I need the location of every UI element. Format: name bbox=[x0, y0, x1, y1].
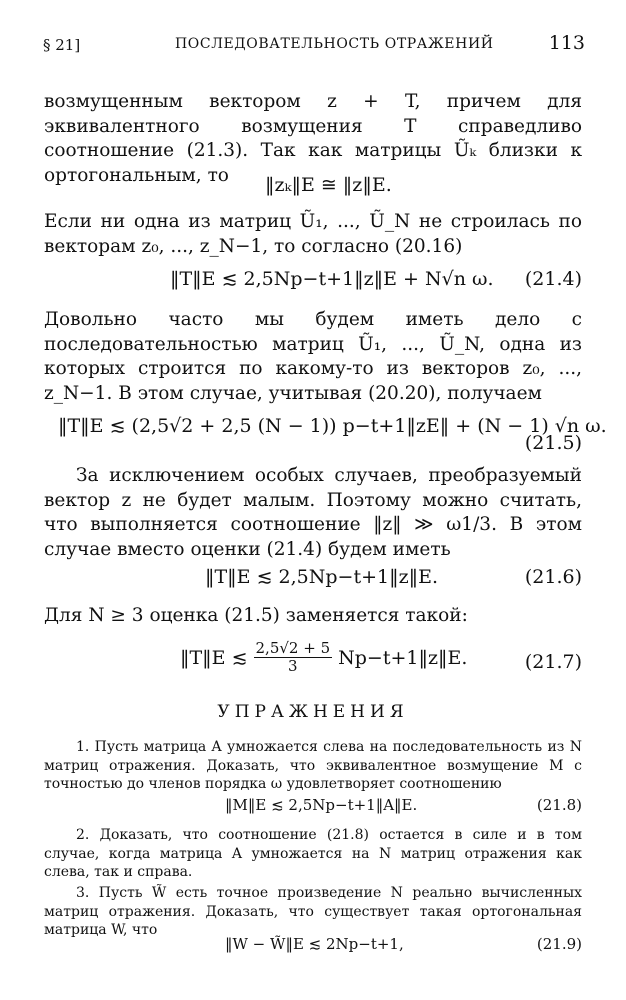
fraction-denominator: 3 bbox=[288, 657, 298, 675]
fraction-numerator: 2,5√2 + 5 bbox=[255, 639, 331, 657]
formula-21-4: ‖T‖E ≲ 2,5Np−t+1‖z‖E + N√n ω. bbox=[170, 268, 494, 290]
formula-21-9: ‖W − W̃‖E ≲ 2Np−t+1, bbox=[225, 935, 404, 953]
page-number: 113 bbox=[548, 32, 585, 54]
paragraph-4: За исключением особых случаев, преобразуемый вектор z не будет малым. Поэтому можно считать, что выполняется соотношение ‖z‖ ≫ ω1/3. В этом случае вместо оценки (21.4) будем иметь bbox=[44, 465, 582, 560]
paragraph-1: возмущенным вектором z + T, причем для эквивалентного возмущения T справедливо соотношение (21.3). Так как матрицы Ũₖ близки к ортогональным, то bbox=[44, 91, 582, 186]
formula-zk-norm: ‖zₖ‖E ≅ ‖z‖E. bbox=[265, 174, 392, 196]
exercises-heading: УПРАЖНЕНИЯ bbox=[217, 702, 409, 722]
equation-number-21-9: (21.9) bbox=[536, 935, 582, 953]
paragraph-3: Довольно часто мы будем иметь дело с последовательностью матриц Ũ₁, ..., Ũ_N, одна из которых строится по какому-то из векторов z₀, ..., z_N−1. В этом случае, учитывая (20.20), получаем bbox=[44, 309, 582, 404]
running-title: ПОСЛЕДОВАТЕЛЬНОСТЬ ОТРАЖЕНИЙ bbox=[175, 36, 494, 52]
equation-number-21-7: (21.7) bbox=[524, 651, 582, 673]
exercise-2: 2. Доказать, что соотношение (21.8) остается в силе и в том случае, когда матрица A умножается на N матриц отражения как слева, так и справа. bbox=[44, 827, 582, 881]
paragraph-5: Для N ≥ 3 оценка (21.5) заменяется такой: bbox=[44, 605, 468, 626]
formula-21-7-lhs: ‖T‖E ≲ bbox=[180, 646, 248, 669]
paragraph-2: Если ни одна из матриц Ũ₁, ..., Ũ_N не строилась по векторам z₀, ..., z_N−1, то согласно (20.16) bbox=[44, 211, 582, 257]
section-marker: § 21] bbox=[43, 36, 81, 54]
formula-21-6: ‖T‖E ≲ 2,5Np−t+1‖z‖E. bbox=[205, 566, 439, 588]
formula-21-5: ‖T‖E ≲ (2,5√2 + 2,5 (N − 1)) p−t+1‖zE‖ + (N − 1) √n ω. bbox=[58, 415, 607, 437]
exercise-3: 3. Пусть W̃ есть точное произведение N реально вычисленных матриц отражения. Доказать, что существует такая ортогональная матрица W, что bbox=[44, 885, 582, 939]
formula-21-7 bbox=[180, 640, 467, 675]
equation-number-21-5: (21.5) bbox=[524, 432, 582, 454]
formula-21-7-rhs: Np−t+1‖z‖E. bbox=[338, 646, 468, 669]
equation-number-21-4: (21.4) bbox=[524, 268, 582, 290]
equation-number-21-6: (21.6) bbox=[524, 566, 582, 588]
formula-21-8: ‖M‖E ≲ 2,5Np−t+1‖A‖E. bbox=[225, 796, 418, 814]
exercise-1: 1. Пусть матрица A умножается слева на последовательность из N матриц отражения. Доказать, что эквивалентное возмущение M с точностью до членов порядка ω удовлетворяет соотношению bbox=[44, 739, 582, 793]
equation-number-21-8: (21.8) bbox=[536, 796, 582, 814]
fraction bbox=[254, 640, 333, 675]
